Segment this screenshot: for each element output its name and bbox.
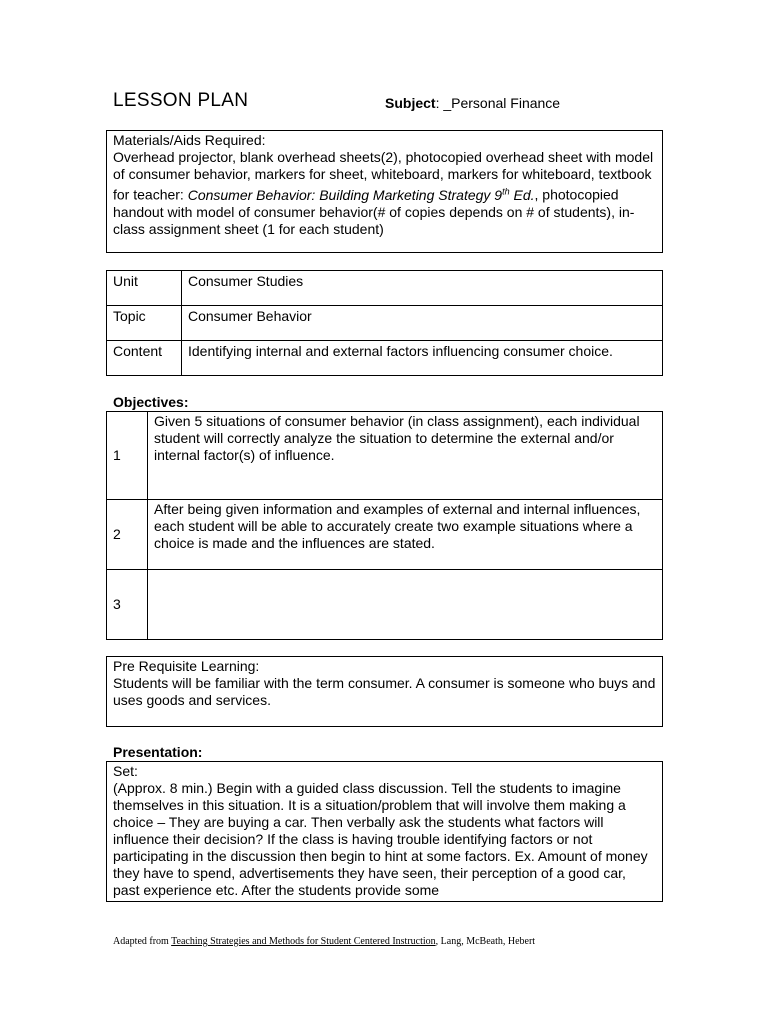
- topic-key: Topic: [107, 306, 182, 341]
- materials-label: Materials/Aids Required:: [113, 132, 266, 148]
- table-row: [107, 412, 663, 500]
- materials-text: [113, 149, 656, 238]
- table-row: [107, 570, 663, 640]
- prereq-label: Pre Requisite Learning:: [113, 658, 260, 674]
- prerequisite-box: [106, 656, 663, 727]
- objectives-table: [106, 411, 663, 640]
- topic-value: Consumer Behavior: [182, 306, 663, 341]
- objective-number: 3: [107, 570, 148, 640]
- footer-source: Teaching Strategies and Methods for Student Centered Instruction: [171, 936, 436, 947]
- presentation-box: [106, 761, 663, 902]
- prereq-text: Students will be familiar with the term consumer. A consumer is someone who buys and uses goods and services.: [113, 675, 656, 708]
- objectives-heading: Objectives:: [113, 394, 189, 410]
- page-title: LESSON PLAN: [113, 90, 249, 111]
- objective-number: 2: [107, 500, 148, 570]
- table-row: [107, 306, 663, 341]
- presentation-heading: Presentation:: [113, 744, 203, 760]
- subject-label: Subject: [385, 95, 436, 111]
- unit-key: Unit: [107, 271, 182, 306]
- unit-table: [106, 270, 663, 376]
- objective-text: [148, 570, 663, 640]
- book-title: Consumer Behavior: Building Marketing Strategy 9th Ed.: [187, 186, 535, 203]
- table-row: [107, 271, 663, 306]
- content-key: Content: [107, 341, 182, 376]
- presentation-label: Set:: [113, 763, 138, 779]
- materials-box: [106, 130, 663, 253]
- book-sup: th: [502, 186, 510, 196]
- footer-credit: [113, 936, 535, 947]
- unit-value: Consumer Studies: [182, 271, 663, 306]
- content-value: Identifying internal and external factors influencing consumer choice.: [182, 341, 663, 376]
- presentation-text: (Approx. 8 min.) Begin with a guided class discussion. Tell the students to imagine themselves in this situation. It is a situation/problem that will involve them making a choice – They are buying a car. Then verbally ask the students what factors will influence their decision? If the class is having trouble identifying factors or not participating in the discussion then begin to hint at some factors. Ex. Amount of money they have to spend, advertisements they have seen, their perception of a good car, past experience etc. After the students provide some: [113, 780, 648, 898]
- objective-number: 1: [107, 412, 148, 500]
- objective-text: After being given information and examples of external and internal influences, each student will be able to accurately create two example situations where a choice is made and the influences are stated.: [148, 500, 663, 570]
- table-row: [107, 500, 663, 570]
- footer-prefix: Adapted from: [113, 936, 172, 947]
- materials-text-1: Overhead projector, blank overhead sheets(2), photocopied overhead sheet with model of consumer behavior, markers for sheet, whiteboard, markers for whiteboard, textbook for teacher:: [113, 149, 654, 203]
- materials-text-2: , photocopied handout with model of consumer behavior(# of copies depends on # of students), in-class assignment sheet (1 for each student): [113, 186, 635, 237]
- footer-suffix: , Lang, McBeath, Hebert: [435, 936, 536, 947]
- subject-value: : _Personal Finance: [435, 95, 561, 111]
- objective-text: Given 5 situations of consumer behavior (in class assignment), each individual student will correctly analyze the situation to determine the external and/or internal factor(s) of influence.: [148, 412, 663, 500]
- table-row: [107, 341, 663, 376]
- subject-line: [385, 95, 560, 111]
- book-ed: Ed.: [509, 186, 535, 203]
